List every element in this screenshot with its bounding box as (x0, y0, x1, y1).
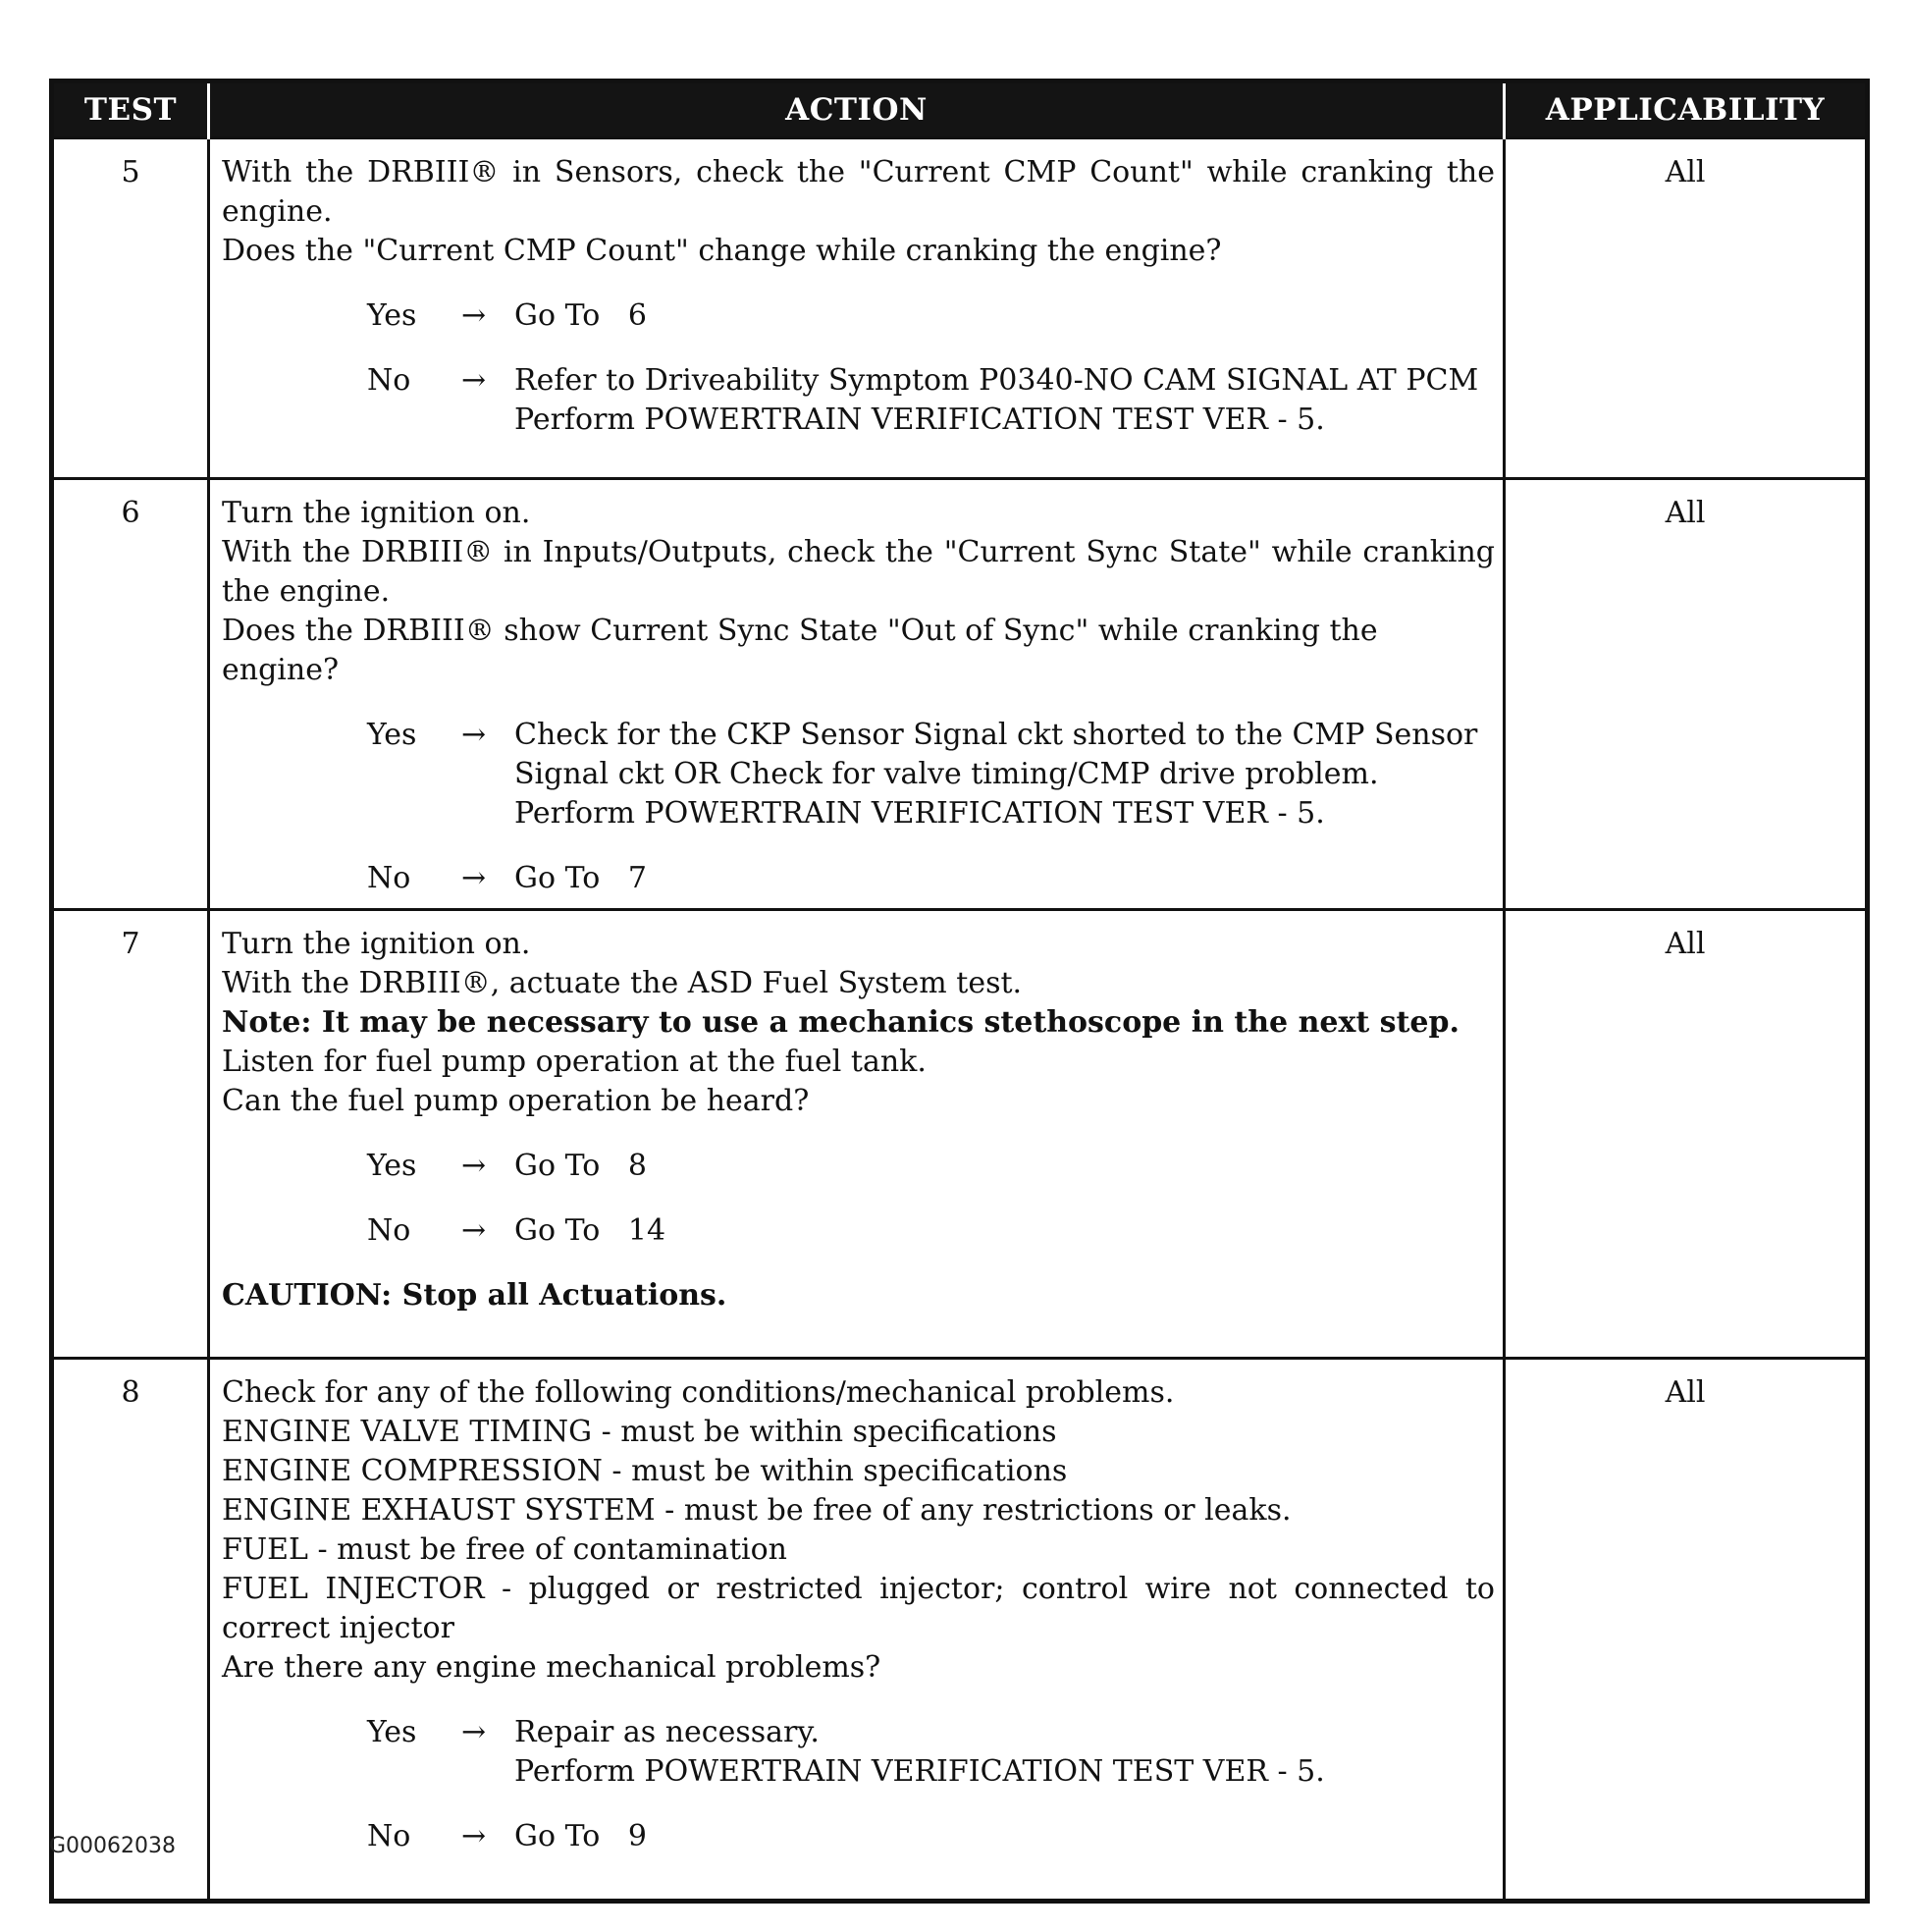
result-line: Perform POWERTRAIN VERIFICATION TEST VER - 5. (514, 796, 1325, 831)
arrow-right-icon: → (461, 298, 487, 333)
action-cell (209, 1359, 1505, 1902)
yes-label: Yes (367, 1715, 417, 1749)
yes-label: Yes (367, 298, 417, 333)
table-header-row (52, 81, 1868, 138)
figure-id: G00062038 (49, 1834, 177, 1858)
action-line: Listen for fuel pump operation at the fuel tank. (222, 1045, 927, 1079)
table-row (52, 479, 1868, 910)
action-cell (209, 910, 1505, 1359)
result-line: Signal ckt OR Check for valve timing/CMP drive problem. (514, 757, 1379, 791)
header-action: ACTION (209, 81, 1505, 138)
action-line: ENGINE COMPRESSION - must be within specifications (222, 1454, 1068, 1488)
header-applicability: APPLICABILITY (1505, 81, 1868, 138)
arrow-right-icon: → (461, 1213, 487, 1248)
applicability-cell: All (1505, 138, 1868, 479)
table-row (52, 910, 1868, 1359)
action-line: ENGINE VALVE TIMING - must be within specifications (222, 1415, 1057, 1449)
arrow-right-icon: → (461, 1149, 487, 1183)
table-row (52, 138, 1868, 479)
arrow-right-icon: → (461, 1819, 487, 1853)
caution-text: CAUTION: Stop all Actuations. (222, 1278, 727, 1313)
action-line: Does the DRBIII® show Current Sync State "Out of Sync" while cranking the engine? (222, 614, 1378, 687)
yes-result (514, 1713, 1495, 1792)
action-line: Turn the ignition on. (222, 927, 531, 961)
action-line: With the DRBIII® in Inputs/Outputs, check the "Current Sync State" while cranking the engine. (222, 535, 1495, 609)
no-label: No (367, 363, 411, 398)
result-line: Go To 8 (514, 1149, 647, 1183)
result-line: Repair as necessary. (514, 1715, 820, 1749)
arrow-right-icon: → (461, 718, 487, 752)
yes-branch (367, 1147, 1495, 1186)
action-line: Can the fuel pump operation be heard? (222, 1084, 810, 1118)
result-line: Refer to Driveability Symptom P0340-NO CAM SIGNAL AT PCM (514, 363, 1479, 398)
no-result (514, 1211, 1495, 1251)
no-label: No (367, 1819, 411, 1853)
result-line: Check for the CKP Sensor Signal ckt shorted to the CMP Sensor (514, 718, 1478, 752)
action-cell (209, 138, 1505, 479)
test-number: 5 (52, 138, 209, 479)
result-line: Go To 14 (514, 1213, 666, 1248)
yes-branch (367, 1713, 1495, 1792)
applicability-cell: All (1505, 910, 1868, 1359)
diagnostic-test-sheet (49, 79, 1865, 1904)
no-result (514, 361, 1495, 440)
action-cell (209, 479, 1505, 910)
yes-result (514, 1147, 1495, 1186)
yes-result (514, 296, 1495, 336)
note-line: Note: It may be necessary to use a mechanics stethoscope in the next step. (222, 1005, 1460, 1040)
action-line: FUEL - must be free of contamination (222, 1532, 787, 1567)
action-line: ENGINE EXHAUST SYSTEM - must be free of any restrictions or leaks. (222, 1493, 1292, 1528)
no-label: No (367, 861, 411, 895)
action-line: Turn the ignition on. (222, 496, 531, 530)
arrow-right-icon: → (461, 861, 487, 895)
action-line: Check for any of the following conditions/mechanical problems. (222, 1375, 1175, 1410)
table-row (52, 1359, 1868, 1902)
action-line: Are there any engine mechanical problems? (222, 1650, 881, 1685)
yes-label: Yes (367, 718, 417, 752)
test-number: 6 (52, 479, 209, 910)
no-branch (367, 1817, 1495, 1856)
action-line: With the DRBIII® in Sensors, check the "Current CMP Count" while cranking the engine. (222, 155, 1495, 229)
result-line: Go To 6 (514, 298, 647, 333)
no-branch (367, 859, 1495, 898)
arrow-right-icon: → (461, 363, 487, 398)
result-line: Perform POWERTRAIN VERIFICATION TEST VER - 5. (514, 1754, 1325, 1789)
header-test: TEST (52, 81, 209, 138)
result-line: Go To 9 (514, 1819, 647, 1853)
result-line: Perform POWERTRAIN VERIFICATION TEST VER - 5. (514, 402, 1325, 437)
yes-branch (367, 296, 1495, 336)
applicability-cell: All (1505, 479, 1868, 910)
arrow-right-icon: → (461, 1715, 487, 1749)
applicability-cell: All (1505, 1359, 1868, 1902)
diagnostic-test-table (49, 79, 1870, 1904)
no-result (514, 859, 1495, 898)
no-label: No (367, 1213, 411, 1248)
yes-result (514, 716, 1495, 833)
test-number: 7 (52, 910, 209, 1359)
action-line: With the DRBIII®, actuate the ASD Fuel System test. (222, 966, 1023, 1000)
no-branch (367, 1211, 1495, 1251)
yes-label: Yes (367, 1149, 417, 1183)
action-line: FUEL INJECTOR - plugged or restricted injector; control wire not connected to correct injector (222, 1572, 1495, 1645)
no-result (514, 1817, 1495, 1856)
yes-branch (367, 716, 1495, 833)
test-number: 8 (52, 1359, 209, 1902)
result-line: Go To 7 (514, 861, 647, 895)
action-line: Does the "Current CMP Count" change while cranking the engine? (222, 234, 1222, 268)
no-branch (367, 361, 1495, 440)
